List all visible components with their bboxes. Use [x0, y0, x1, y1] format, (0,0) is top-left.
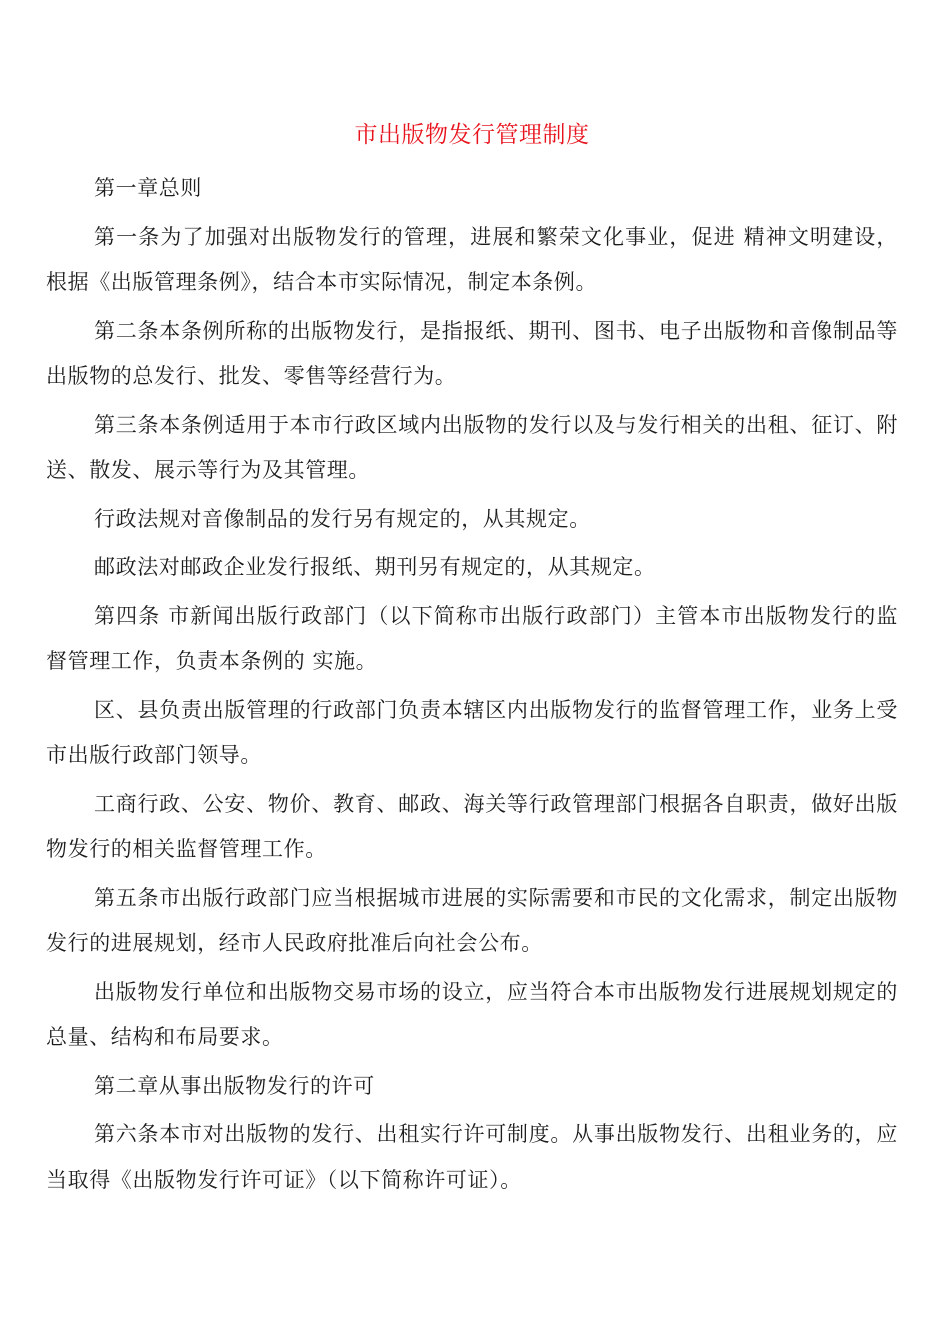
document-body — [46, 116, 898, 1206]
article-4-clause-departments: 工商行政、公安、物价、教育、邮政、海关等行政管理部门根据各自职责，做好出版物发行的相关监督管理工作。 — [46, 791, 898, 861]
article-1-paragraph: 第一条为了加强对出版物发行的管理，进展和繁荣文化事业，促进 精神文明建设，根据《出版管理条例》，结合本市实际情况，制定本条例。 — [46, 224, 898, 294]
article-4-paragraph: 第四条 市新闻出版行政部门（以下简称市出版行政部门）主管本市出版物发行的监督管理工作，负责本条例的 实施。 — [46, 603, 898, 673]
chapter-heading-general: 第一章总则 — [94, 176, 202, 200]
article-2-paragraph: 第二条本条例所称的出版物发行，是指报纸、期刊、图书、电子出版物和音像制品等出版物的总发行、批发、零售等经营行为。 — [46, 318, 898, 388]
article-3-clause-postal: 邮政法对邮政企业发行报纸、期刊另有规定的，从其规定。 — [94, 555, 656, 579]
article-5-paragraph: 第五条市出版行政部门应当根据城市进展的实际需要和市民的文化需求，制定出版物发行的进展规划，经市人民政府批准后向社会公布。 — [46, 885, 898, 955]
article-6-paragraph: 第六条本市对出版物的发行、出租实行许可制度。从事出版物发行、出租业务的，应当取得《出版物发行许可证》（以下简称许可证）。 — [46, 1122, 898, 1192]
chapter-heading-licensing: 第二章从事出版物发行的许可 — [94, 1073, 375, 1098]
article-5-clause-establishment: 出版物发行单位和出版物交易市场的设立，应当符合本市出版物发行进展规划规定的总量、结构和布局要求。 — [46, 979, 898, 1049]
article-3-clause-audio-video: 行政法规对音像制品的发行另有规定的，从其规定。 — [94, 506, 591, 531]
article-4-clause-districts: 区、县负责出版管理的行政部门负责本辖区内出版物发行的监督管理工作，业务上受市出版行政部门领导。 — [46, 697, 898, 767]
article-3-paragraph: 第三条本条例适用于本市行政区域内出版物的发行以及与发行相关的出租、征订、附送、散发、展示等行为及其管理。 — [46, 412, 898, 482]
document-title: 市出版物发行管理制度 — [354, 122, 590, 148]
